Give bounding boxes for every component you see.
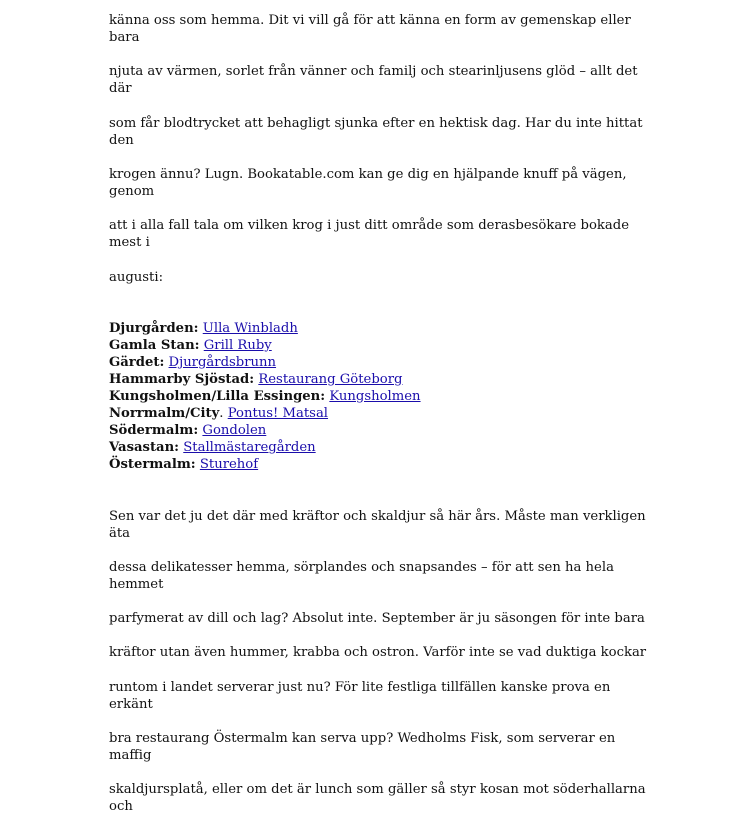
text-line: att i alla fall tala om vilken krog i just ditt område som derasbesökare bokade mest i [109, 218, 630, 251]
restaurant-link[interactable]: Pontus! Matsal [227, 406, 329, 422]
list-item [109, 337, 649, 354]
area-label: Kungsholmen/Lilla Essingen: [109, 389, 326, 405]
area-label: Djurgården: [109, 320, 199, 336]
restaurant-link[interactable]: Gondolen [202, 423, 267, 439]
paragraph-gap [109, 303, 649, 320]
text-line: augusti: [109, 269, 164, 285]
restaurant-link[interactable]: Sturehof [199, 457, 259, 473]
restaurant-link[interactable]: Ulla Winbladh [202, 320, 298, 336]
area-label: Vasastan: [109, 440, 180, 456]
text-line: dessa delikatesser hemma, sörplandes och snapsandes – för att sen ha hela hemmet [109, 559, 614, 592]
text-line: runtom i landet serverar just nu? För lite festliga tillfällen kanske prova en erkänt [109, 679, 611, 712]
text-line: kräftor utan även hummer, krabba och ostron. Varför inte se vad duktiga kockar [109, 645, 647, 661]
list-item [109, 388, 649, 405]
list-item [109, 456, 649, 473]
restaurant-link[interactable]: Kungsholmen [329, 389, 421, 405]
restaurant-list [109, 320, 649, 474]
text-line: som får blodtrycket att behagligt sjunka efter en hektisk dag. Har du inte hittat den [109, 115, 643, 148]
list-item [109, 439, 649, 456]
area-label: Östermalm: [109, 457, 196, 473]
list-item [109, 371, 649, 388]
restaurant-link[interactable]: Djurgårdsbrunn [168, 354, 277, 370]
paragraph-gap [109, 474, 649, 491]
area-label: Gamla Stan: [109, 337, 200, 353]
text-line: krogen ännu? Lugn. Bookatable.com kan ge dig en hjälpande knuff på vägen, genom [109, 166, 627, 200]
list-item [109, 405, 649, 422]
restaurant-link[interactable]: Grill Ruby [203, 337, 272, 353]
separator: . [219, 406, 228, 422]
text-line: känna oss som hemma. Dit vi vill gå för att känna en form av gemenskap eller bara [109, 13, 631, 46]
restaurant-link[interactable]: Restaurang Göteborg [258, 371, 403, 387]
list-item [109, 354, 649, 371]
closing-paragraph [109, 491, 649, 832]
text-line: Sen var det ju det där med kräftor och skaldjur så här års. Måste man verkligen äta [109, 508, 646, 541]
area-label: Gärdet: [109, 354, 165, 370]
text-line: skaldjursplatå, eller om det är lunch som gäller så styr kosan mot söderhallarna och [109, 782, 646, 815]
list-item [109, 422, 649, 439]
area-label: Södermalm: [109, 423, 199, 439]
list-item [109, 320, 649, 337]
text-line: bra restaurang Östermalm kan serva upp? Wedholms Fisk, som serverar en maffig [109, 730, 616, 763]
restaurant-link[interactable]: Stallmästaregården [183, 440, 316, 456]
area-label: Norrmalm/City [109, 406, 220, 422]
intro-paragraph [109, 0, 649, 303]
document-page [109, 0, 649, 832]
text-line: njuta av värmen, sorlet från vänner och familj och stearinljusens glöd – allt det där [109, 64, 638, 97]
text-line: parfymerat av dill och lag? Absolut inte. September är ju säsongen för inte bara [109, 611, 645, 627]
area-label: Hammarby Sjöstad: [109, 371, 255, 387]
